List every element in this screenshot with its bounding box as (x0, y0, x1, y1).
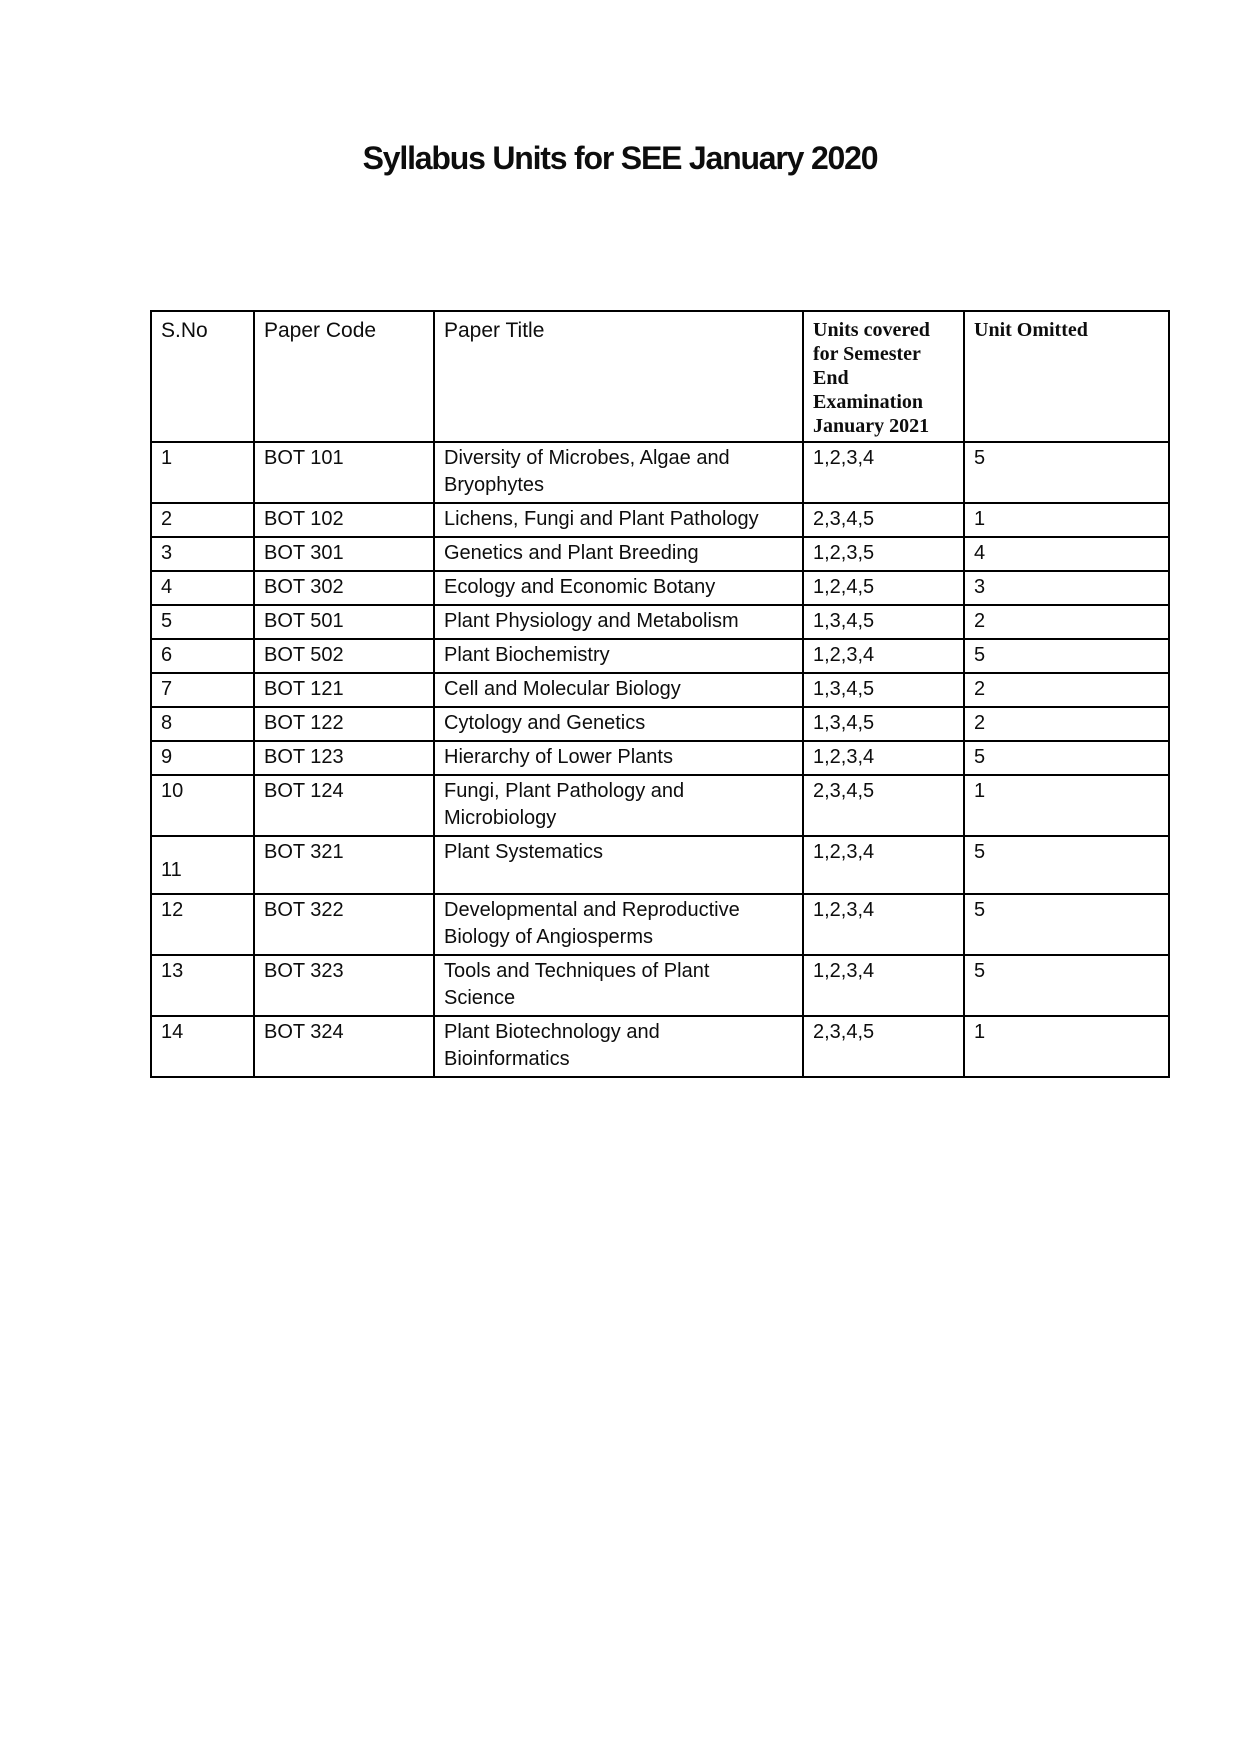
cell-units-covered: 1,2,3,4 (803, 894, 964, 955)
cell-paper-code: BOT 502 (254, 639, 434, 673)
table-row (151, 639, 1169, 673)
cell-unit-omitted: 1 (964, 775, 1169, 836)
cell-sno: 13 (151, 955, 254, 1016)
table-row (151, 537, 1169, 571)
cell-units-covered: 1,2,3,4 (803, 442, 964, 503)
cell-paper-title: Developmental and Reproductive Biology of Angiosperms (434, 894, 803, 955)
cell-paper-code: BOT 501 (254, 605, 434, 639)
cell-units-covered: 1,3,4,5 (803, 707, 964, 741)
cell-unit-omitted: 5 (964, 894, 1169, 955)
cell-paper-title: Hierarchy of Lower Plants (434, 741, 803, 775)
cell-paper-title: Tools and Techniques of Plant Science (434, 955, 803, 1016)
cell-unit-omitted: 2 (964, 673, 1169, 707)
cell-unit-omitted: 5 (964, 442, 1169, 503)
page-title: Syllabus Units for SEE January 2020 (362, 140, 878, 176)
cell-paper-title: Lichens, Fungi and Plant Pathology (434, 503, 803, 537)
cell-paper-title: Diversity of Microbes, Algae and Bryophytes (434, 442, 803, 503)
cell-units-covered: 2,3,4,5 (803, 503, 964, 537)
header-paper-code: Paper Code (254, 311, 434, 442)
cell-sno: 12 (151, 894, 254, 955)
cell-unit-omitted: 5 (964, 639, 1169, 673)
header-unit-omitted: Unit Omitted (964, 311, 1169, 442)
cell-units-covered: 1,3,4,5 (803, 605, 964, 639)
cell-paper-code: BOT 322 (254, 894, 434, 955)
table-row (151, 836, 1169, 894)
cell-units-covered: 1,3,4,5 (803, 673, 964, 707)
cell-sno: 1 (151, 442, 254, 503)
cell-paper-code: BOT 102 (254, 503, 434, 537)
cell-sno: 3 (151, 537, 254, 571)
cell-paper-code: BOT 323 (254, 955, 434, 1016)
table-row (151, 503, 1169, 537)
cell-sno: 11 (151, 836, 254, 894)
cell-unit-omitted: 2 (964, 707, 1169, 741)
cell-paper-code: BOT 122 (254, 707, 434, 741)
cell-sno: 10 (151, 775, 254, 836)
cell-paper-title: Genetics and Plant Breeding (434, 537, 803, 571)
cell-paper-code: BOT 121 (254, 673, 434, 707)
header-units-covered: Units covered for Semester End Examination January 2021 (803, 311, 964, 442)
table-row (151, 894, 1169, 955)
cell-sno: 2 (151, 503, 254, 537)
table-body (151, 442, 1169, 1077)
table-row (151, 605, 1169, 639)
cell-unit-omitted: 5 (964, 741, 1169, 775)
cell-units-covered: 1,2,3,4 (803, 955, 964, 1016)
cell-paper-code: BOT 101 (254, 442, 434, 503)
cell-units-covered: 1,2,4,5 (803, 571, 964, 605)
cell-paper-title: Cell and Molecular Biology (434, 673, 803, 707)
table-row (151, 741, 1169, 775)
cell-unit-omitted: 1 (964, 1016, 1169, 1077)
cell-paper-title: Cytology and Genetics (434, 707, 803, 741)
header-row (151, 311, 1169, 442)
cell-paper-title: Ecology and Economic Botany (434, 571, 803, 605)
cell-paper-title: Plant Biotechnology and Bioinformatics (434, 1016, 803, 1077)
cell-units-covered: 1,2,3,5 (803, 537, 964, 571)
table-row (151, 775, 1169, 836)
table-row (151, 707, 1169, 741)
cell-paper-title: Fungi, Plant Pathology and Microbiology (434, 775, 803, 836)
cell-unit-omitted: 5 (964, 955, 1169, 1016)
cell-unit-omitted: 3 (964, 571, 1169, 605)
cell-units-covered: 1,2,3,4 (803, 639, 964, 673)
cell-unit-omitted: 5 (964, 836, 1169, 894)
cell-unit-omitted: 1 (964, 503, 1169, 537)
table-row (151, 442, 1169, 503)
cell-paper-title: Plant Systematics (434, 836, 803, 894)
table-row (151, 955, 1169, 1016)
header-sno: S.No (151, 311, 254, 442)
cell-sno: 8 (151, 707, 254, 741)
cell-units-covered: 1,2,3,4 (803, 741, 964, 775)
cell-sno: 7 (151, 673, 254, 707)
cell-unit-omitted: 2 (964, 605, 1169, 639)
cell-sno: 5 (151, 605, 254, 639)
cell-units-covered: 1,2,3,4 (803, 836, 964, 894)
cell-paper-code: BOT 324 (254, 1016, 434, 1077)
table-row (151, 571, 1169, 605)
cell-paper-code: BOT 123 (254, 741, 434, 775)
table-row (151, 673, 1169, 707)
cell-paper-title: Plant Physiology and Metabolism (434, 605, 803, 639)
table-row (151, 1016, 1169, 1077)
cell-paper-code: BOT 302 (254, 571, 434, 605)
cell-paper-code: BOT 124 (254, 775, 434, 836)
cell-paper-code: BOT 321 (254, 836, 434, 894)
syllabus-table (150, 310, 1170, 1078)
cell-sno: 14 (151, 1016, 254, 1077)
cell-sno: 4 (151, 571, 254, 605)
cell-units-covered: 2,3,4,5 (803, 775, 964, 836)
cell-sno: 9 (151, 741, 254, 775)
cell-paper-code: BOT 301 (254, 537, 434, 571)
cell-unit-omitted: 4 (964, 537, 1169, 571)
header-paper-title: Paper Title (434, 311, 803, 442)
cell-units-covered: 2,3,4,5 (803, 1016, 964, 1077)
cell-paper-title: Plant Biochemistry (434, 639, 803, 673)
cell-sno: 6 (151, 639, 254, 673)
